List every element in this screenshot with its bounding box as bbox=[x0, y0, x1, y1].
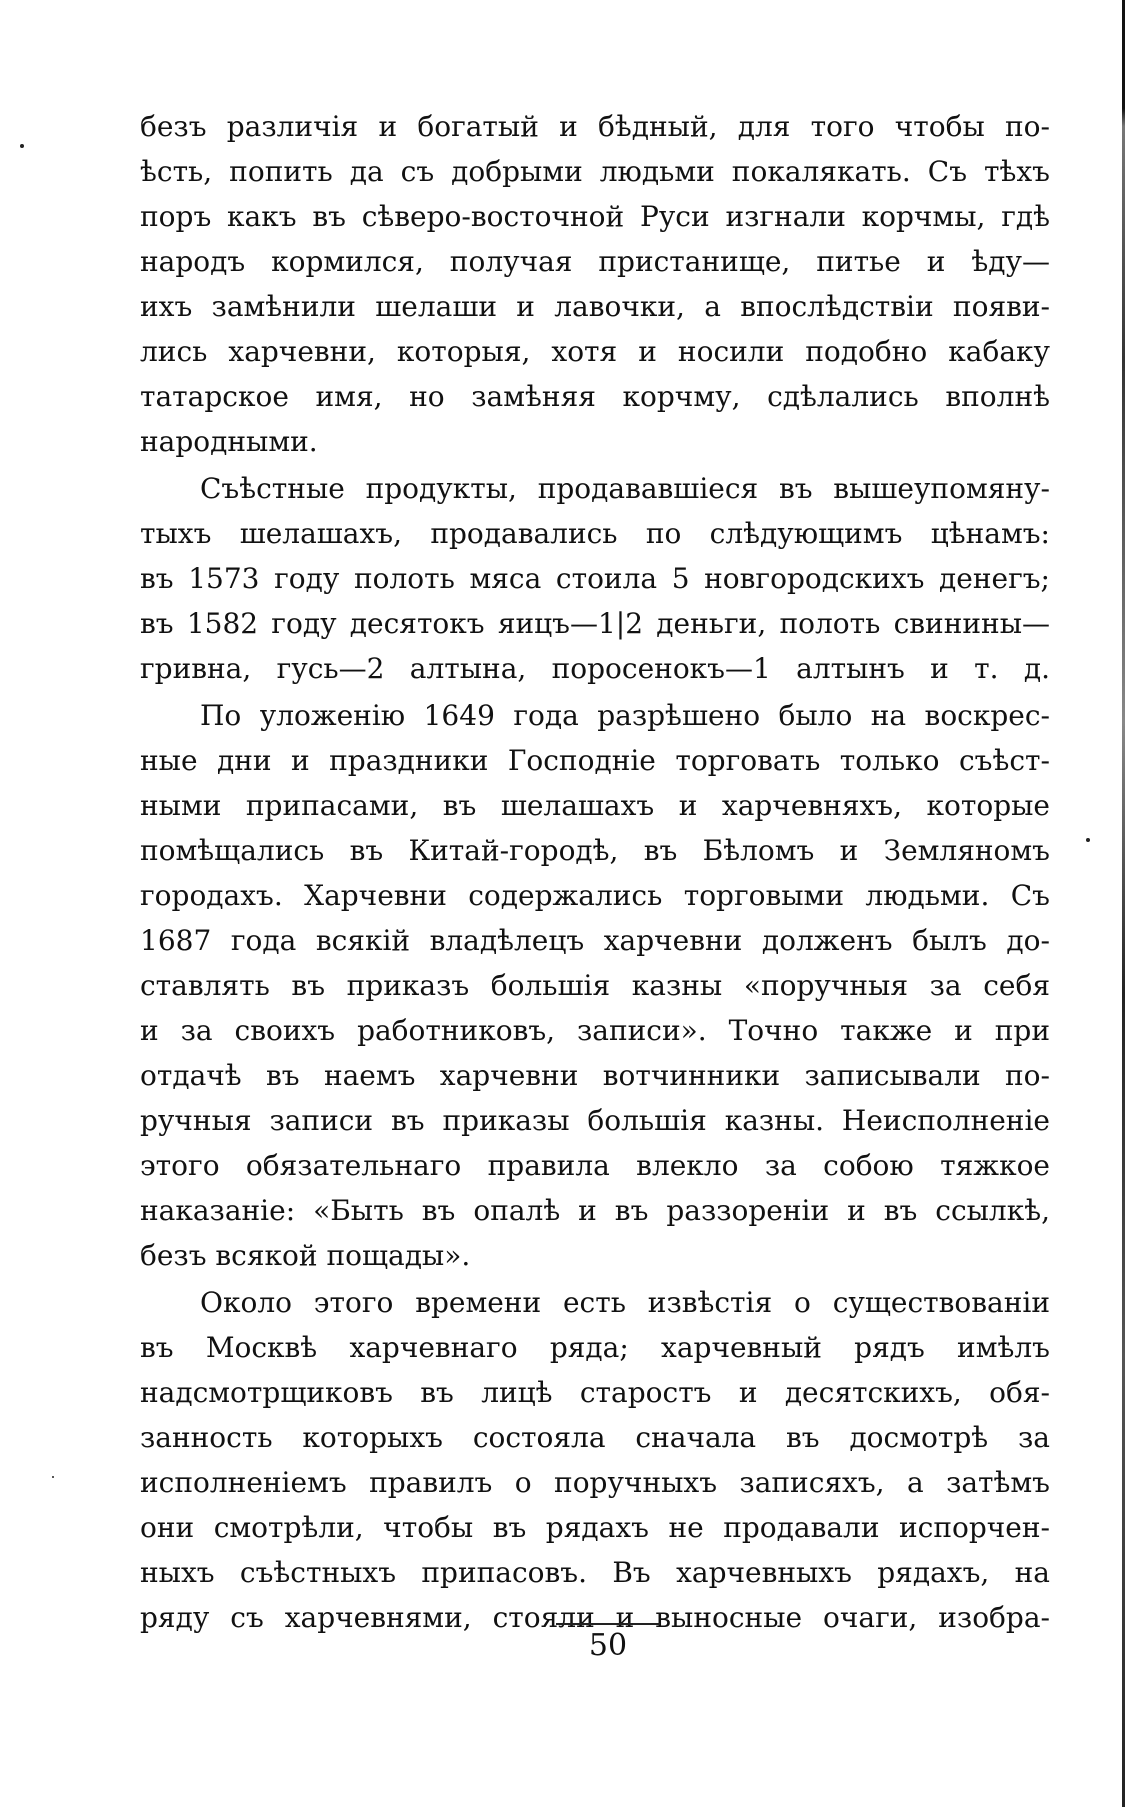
text-line: ныхъ съѣстныхъ припасовъ. Въ харчевныхъ рядахъ, на bbox=[140, 1556, 1050, 1589]
text-line: безъ различія и богатый и бѣдный, для того чтобы по- bbox=[140, 110, 1050, 143]
text-line: отдачѣ въ наемъ харчевни вотчинники записывали по- bbox=[140, 1059, 1050, 1092]
text-line: исполненіемъ правилъ о поручныхъ записяхъ, а затѣмъ bbox=[140, 1466, 1050, 1499]
text-line: народъ кормился, получая пристанище, питье и ѣду— bbox=[140, 245, 1050, 278]
text-line: наказаніе: «Быть въ опалѣ и въ раззореніи и въ ссылкѣ, bbox=[140, 1194, 1050, 1227]
text-line: гривна, гусь—2 алтына, поросенокъ—1 алтынъ и т. д. bbox=[140, 652, 1050, 685]
text-line: ставлять въ приказъ большія казны «поручныя за себя bbox=[140, 969, 1050, 1002]
page-number: 50 bbox=[588, 1628, 628, 1663]
text-line: помѣщались въ Китай-городѣ, въ Бѣломъ и Земляномъ bbox=[140, 834, 1050, 867]
text-line: ихъ замѣнили шелаши и лавочки, а впослѣдствіи появи- bbox=[140, 290, 1050, 323]
text-line: тыхъ шелашахъ, продавались по слѣдующимъ цѣнамъ: bbox=[140, 517, 1050, 550]
text-line: въ 1573 году полоть мяса стоила 5 новгородскихъ денегъ; bbox=[140, 562, 1050, 595]
text-line: ряду съ харчевнями, стояли и выносные очаги, изобра- bbox=[140, 1601, 1050, 1634]
body-text bbox=[140, 104, 1050, 1640]
text-line: 1687 года всякій владѣлецъ харчевни долженъ былъ до- bbox=[140, 924, 1050, 957]
text-line: ѣсть, попить да съ добрыми людьми покалякать. Съ тѣхъ bbox=[140, 155, 1050, 188]
text-line: они смотрѣли, чтобы въ рядахъ не продавали испорчен- bbox=[140, 1511, 1050, 1544]
text-line: надсмотрщиковъ въ лицѣ старостъ и десятскихъ, обя- bbox=[140, 1376, 1050, 1409]
ink-speck bbox=[1086, 838, 1090, 842]
text-line: ными припасами, въ шелашахъ и харчевняхъ, которые bbox=[140, 789, 1050, 822]
text-line: Около этого времени есть извѣстія о существованіи bbox=[200, 1286, 1050, 1319]
page-number-rule bbox=[556, 1623, 660, 1625]
text-line: ручныя записи въ приказы большія казны. Неисполненіе bbox=[140, 1104, 1050, 1137]
page-binding-edge bbox=[1122, 0, 1125, 1807]
text-line: татарское имя, но замѣняя корчму, сдѣлались вполнѣ bbox=[140, 380, 1050, 413]
text-line: занность которыхъ состояла сначала въ досмотрѣ за bbox=[140, 1421, 1050, 1454]
text-line: ные дни и праздники Господніе торговать только съѣст- bbox=[140, 744, 1050, 777]
text-line: поръ какъ въ сѣверо-восточной Руси изгнали корчмы, гдѣ bbox=[140, 200, 1050, 233]
text-line: въ 1582 году десятокъ яицъ—1|2 деньги, полоть свинины— bbox=[140, 607, 1050, 640]
ink-speck bbox=[20, 144, 24, 148]
ink-speck bbox=[52, 1476, 54, 1478]
text-line: и за своихъ работниковъ, записи». Точно также и при bbox=[140, 1014, 1050, 1047]
text-line: безъ всякой пощады». bbox=[140, 1239, 471, 1272]
text-line: городахъ. Харчевни содержались торговыми людьми. Съ bbox=[140, 879, 1050, 912]
text-line: По уложенію 1649 года разрѣшено было на воскрес- bbox=[200, 699, 1050, 732]
text-line: Съѣстные продукты, продававшіеся въ вышеупомяну- bbox=[200, 472, 1050, 505]
text-line: въ Москвѣ харчевнаго ряда; харчевный рядъ имѣлъ bbox=[140, 1331, 1050, 1364]
text-line: лись харчевни, которыя, хотя и носили подобно кабаку bbox=[140, 335, 1050, 368]
text-line: народными. bbox=[140, 425, 318, 458]
text-line: этого обязательнаго правила влекло за собою тяжкое bbox=[140, 1149, 1050, 1182]
